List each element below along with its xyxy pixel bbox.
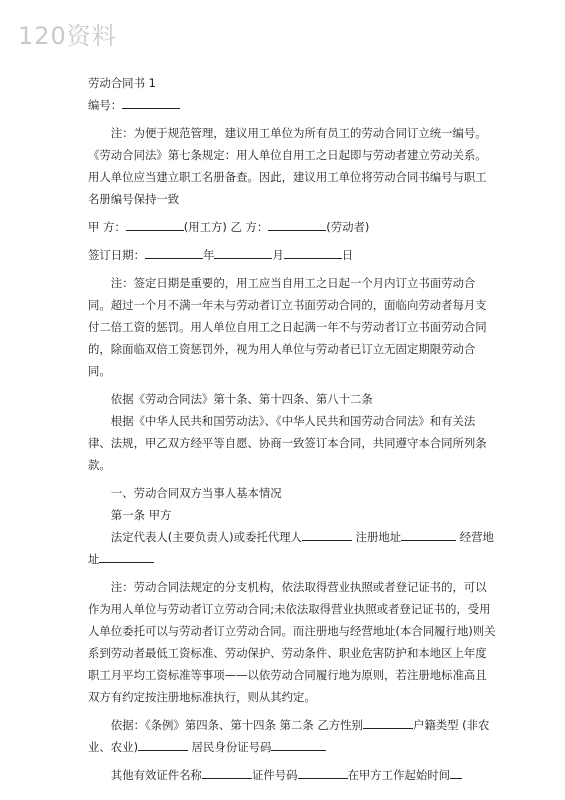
other-id-label: 其他有效证件名称	[110, 768, 202, 782]
note-branch: 注：劳动合同法规定的分支机构，依法取得营业执照或者登记证书的，可以作为用人单位与劳动者订立劳动合同;未依法取得营业执照或者登记证书的，受用人单位委托可以与劳动者订立劳动合同。而注册地与经营地址(本合同履行地)则关系到劳动者最低工资标准、劳动保护、劳动条件、职业危害防护和本地区上年度职工月平均工资标准等事项——以依劳动合同履行地为原则，若注册地标准高且双方有约定按注册地标准执行，则从其约定。	[88, 580, 496, 704]
other-id-line	[88, 764, 498, 786]
cert-no-blank[interactable]	[298, 764, 348, 779]
household-blank[interactable]	[138, 736, 188, 751]
business-address-blank[interactable]	[99, 548, 154, 563]
note-sign-date: 注：签定日期是重要的，用工应当自用工之日起一个月内订立书面劳动合同。超过一个月不满一年未与劳动者订立书面劳动合同的，面临向劳动者每月支付二倍工资的惩罚。用人单位自用工之日起满一年不与劳动者订立书面劳动合同的，除面临双倍工资惩罚外，视为用人单位与劳动者已订立无固定期限劳动合同。	[88, 276, 487, 378]
id-label: 居民身份证号码	[191, 740, 272, 754]
household-type: (非农业、农业)	[88, 718, 490, 754]
day-label: 日	[341, 248, 354, 262]
year-blank[interactable]	[145, 244, 203, 259]
start-work-blank[interactable]	[450, 764, 462, 779]
parties-line	[88, 216, 498, 238]
month-label: 月	[272, 248, 284, 262]
legal-rep-label: 法定代表人(主要负责人)或委托代理人	[110, 530, 302, 544]
party-b-suffix: (劳动者)	[326, 220, 370, 234]
gender-line	[88, 714, 498, 758]
sign-date-label: 签订日期：	[88, 248, 145, 262]
article-one: 第一条 甲方	[110, 508, 172, 522]
number-blank[interactable]	[122, 94, 180, 109]
cert-no-label: 证件号码	[251, 768, 298, 782]
party-a-suffix: (用工方) 乙 方：	[183, 220, 269, 234]
start-work-label: 在甲方工作起始时间	[347, 768, 451, 782]
month-blank[interactable]	[214, 244, 272, 259]
party-a-label: 甲 方：	[88, 220, 126, 234]
reg-address-label: 注册地址	[355, 530, 402, 544]
legal-rep-blank[interactable]	[302, 526, 352, 541]
number-line	[88, 94, 498, 116]
basis-labor-contract-law: 依据《劳动合同法》第十条、第十四条、第八十二条	[110, 392, 373, 406]
basis-preamble: 根据《中华人民共和国劳动法》、《中华人民共和国劳动合同法》和有关法律、法规，甲乙双方经平等自愿、协商一致签订本合同，共同遵守本合同所列条款。	[88, 414, 487, 472]
household-label: 户籍类型	[412, 718, 459, 732]
party-b-blank[interactable]	[268, 216, 326, 231]
business-address-label: 经营地址	[88, 530, 494, 566]
day-blank[interactable]	[284, 244, 342, 259]
section-heading: 一、劳动合同双方当事人基本情况	[110, 486, 282, 500]
other-id-blank[interactable]	[202, 764, 252, 779]
basis3-prefix: 依据：《条例》第四条、第十四条 第二条 乙方性别	[110, 718, 363, 732]
sign-date-line	[88, 244, 498, 266]
gender-blank[interactable]	[363, 714, 413, 729]
party-a-blank[interactable]	[126, 216, 184, 231]
note-numbering: 注：为便于规范管理，建议用工单位为所有员工的劳动合同订立统一编号。《劳动合同法》第七条规定：用人单位自用工之日起即与劳动者建立劳动关系。用人单位应当建立职工名册备查。因此，建议用工单位将劳动合同书编号与职工名册编号保持一致	[88, 126, 487, 206]
id-blank[interactable]	[271, 736, 326, 751]
reg-address-blank[interactable]	[401, 526, 456, 541]
legal-rep-line	[88, 526, 498, 570]
watermark: 120资料	[18, 22, 117, 50]
year-label: 年	[202, 248, 215, 262]
contract-document	[88, 72, 498, 786]
document-title: 劳动合同书 1	[88, 76, 156, 90]
number-label: 编号：	[88, 98, 123, 112]
